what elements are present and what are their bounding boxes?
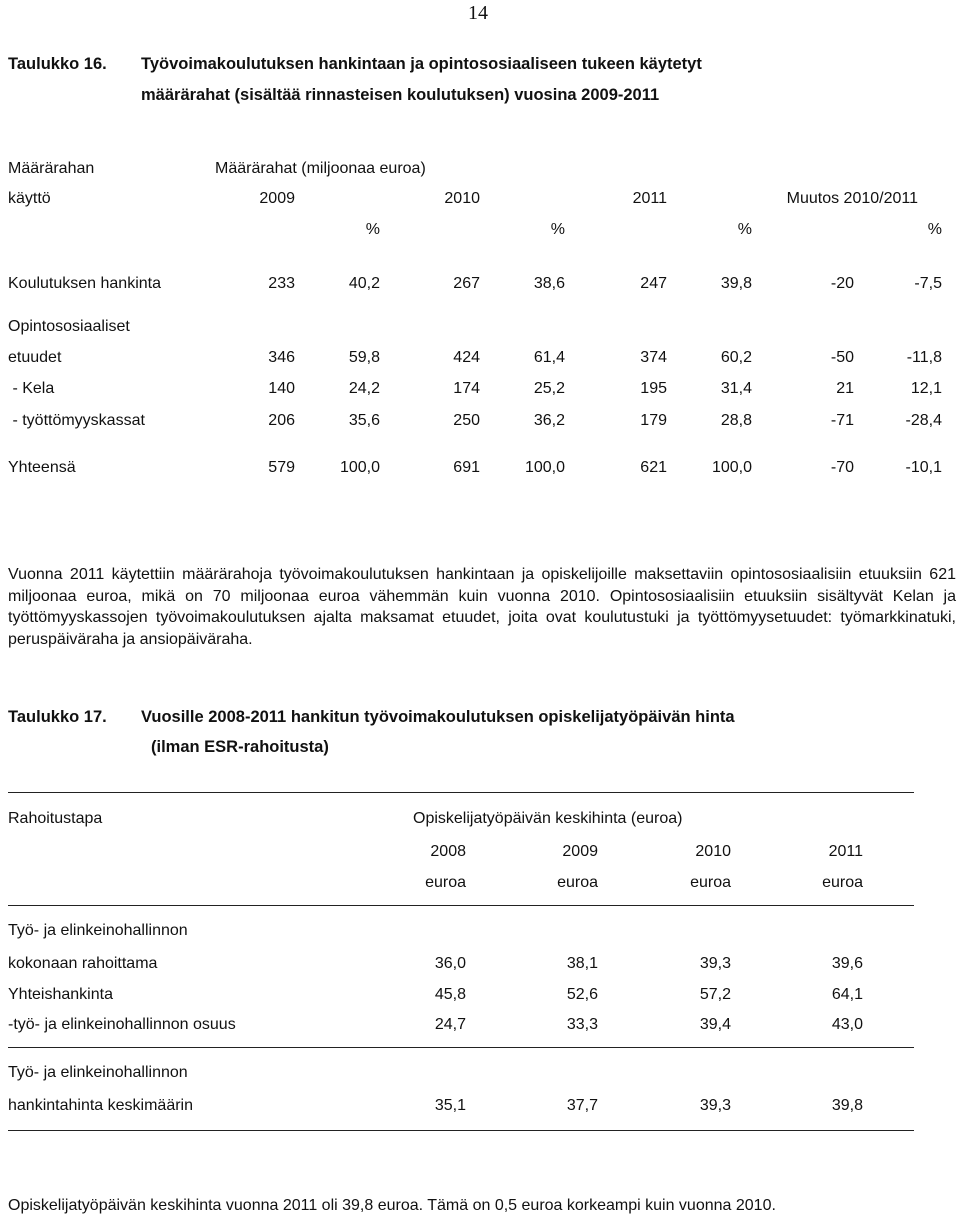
row-label: Yhteensä — [8, 459, 76, 476]
cell: 40,2 — [348, 275, 380, 292]
cell: 39,4 — [699, 1016, 731, 1033]
row-label: Koulutuksen hankinta — [8, 275, 161, 292]
table17-title-line1: Vuosille 2008-2011 hankitun työvoimakoulutuksen opiskelijatyöpäivän hinta — [141, 708, 735, 726]
table16-pct-2011: % — [737, 221, 752, 238]
cell: 179 — [640, 412, 667, 429]
table17-unit: euroa — [425, 874, 466, 891]
cell: 195 — [640, 380, 667, 397]
cell: 59,8 — [348, 349, 380, 366]
cell: 100,0 — [524, 459, 565, 476]
cell: -70 — [830, 459, 854, 476]
cell: 28,8 — [720, 412, 752, 429]
cell: 60,2 — [720, 349, 752, 366]
table17-unit: euroa — [690, 874, 731, 891]
cell: 25,2 — [533, 380, 565, 397]
cell: 61,4 — [533, 349, 565, 366]
cell: 38,6 — [533, 275, 565, 292]
table16-head-group: Määrärahat (miljoonaa euroa) — [215, 160, 426, 177]
cell: 579 — [268, 459, 295, 476]
row-label: - työttömyyskassat — [8, 412, 145, 429]
table16-pct-2010: % — [550, 221, 565, 238]
cell: 24,2 — [348, 380, 380, 397]
table16-year-2009: 2009 — [259, 190, 295, 207]
row-label: -työ- ja elinkeinohallinnon osuus — [8, 1016, 236, 1033]
table16-label: Taulukko 16. — [8, 55, 107, 73]
cell: 691 — [453, 459, 480, 476]
cell: 424 — [453, 349, 480, 366]
table16-pct-2009: % — [365, 221, 380, 238]
cell: 39,8 — [720, 275, 752, 292]
table17-label: Taulukko 17. — [8, 708, 107, 726]
cell: 100,0 — [339, 459, 380, 476]
cell: 64,1 — [831, 986, 863, 1003]
table16-change-header: Muutos 2010/2011 — [786, 190, 918, 207]
cell: 39,8 — [831, 1097, 863, 1114]
cell: 39,6 — [831, 955, 863, 972]
table16-year-2010: 2010 — [444, 190, 480, 207]
table17-unit: euroa — [822, 874, 863, 891]
cell: 250 — [453, 412, 480, 429]
table17-top-rule — [8, 792, 914, 793]
cell: -20 — [830, 275, 854, 292]
table17-mid-rule — [8, 1047, 914, 1048]
table17-year-2011: 2011 — [828, 843, 863, 860]
table16-head-col1-line2: käyttö — [8, 190, 51, 207]
cell: 140 — [268, 380, 295, 397]
table17-bottom-rule — [8, 1130, 914, 1131]
page-number: 14 — [468, 2, 488, 24]
cell: 267 — [453, 275, 480, 292]
cell: -11,8 — [906, 349, 942, 366]
row-label: hankintahinta keskimäärin — [8, 1097, 193, 1114]
table17-head-col1: Rahoitustapa — [8, 810, 103, 827]
cell: 374 — [640, 349, 667, 366]
cell: -71 — [830, 412, 854, 429]
cell: 621 — [640, 459, 667, 476]
table16-title-line1: Työvoimakoulutuksen hankintaan ja opintososiaaliseen tukeen käytetyt — [141, 55, 702, 73]
row-label: Yhteishankinta — [8, 986, 113, 1003]
cell: 39,3 — [699, 1097, 731, 1114]
cell: 33,3 — [566, 1016, 598, 1033]
cell: 12,1 — [910, 380, 942, 397]
row-label: Työ- ja elinkeinohallinnon — [8, 922, 188, 939]
cell: 233 — [268, 275, 295, 292]
table17-year-2008: 2008 — [430, 843, 466, 860]
cell: -50 — [830, 349, 854, 366]
table16-pct-change: % — [927, 221, 942, 238]
cell: 346 — [268, 349, 295, 366]
cell: 37,7 — [566, 1097, 598, 1114]
table16-head-col1-line1: Määrärahan — [8, 160, 95, 177]
cell: 100,0 — [711, 459, 752, 476]
row-label: kokonaan rahoittama — [8, 955, 158, 972]
body-paragraph-footer: Opiskelijatyöpäivän keskihinta vuonna 2011 oli 39,8 euroa. Tämä on 0,5 euroa korkeampi kuin vuonna 2010. — [8, 1197, 776, 1214]
table17-year-2009: 2009 — [562, 843, 598, 860]
cell: -10,1 — [905, 459, 942, 476]
cell: 57,2 — [699, 986, 731, 1003]
cell: 24,7 — [434, 1016, 466, 1033]
table17-head-group: Opiskelijatyöpäivän keskihinta (euroa) — [413, 810, 683, 827]
cell: 38,1 — [566, 955, 598, 972]
cell: 174 — [453, 380, 480, 397]
cell: 31,4 — [720, 380, 752, 397]
row-label: etuudet — [8, 349, 62, 366]
cell: 35,6 — [348, 412, 380, 429]
cell: 21 — [836, 380, 854, 397]
cell: 43,0 — [831, 1016, 863, 1033]
table17-title-line2: (ilman ESR-rahoitusta) — [151, 738, 329, 756]
cell: 39,3 — [699, 955, 731, 972]
cell: 35,1 — [434, 1097, 466, 1114]
table17-unit: euroa — [557, 874, 598, 891]
table17-header-rule — [8, 905, 914, 906]
cell: 36,0 — [434, 955, 466, 972]
cell: 45,8 — [434, 986, 466, 1003]
cell: 206 — [268, 412, 295, 429]
row-label: - Kela — [8, 380, 55, 397]
row-label: Opintososiaaliset — [8, 318, 130, 335]
row-label: Työ- ja elinkeinohallinnon — [8, 1064, 188, 1081]
cell: 247 — [640, 275, 667, 292]
table17-year-2010: 2010 — [695, 843, 731, 860]
cell: 52,6 — [566, 986, 598, 1003]
body-paragraph: Vuonna 2011 käytettiin määrärahoja työvoimakoulutuksen hankintaan ja opiskelijoille maksettaviin opintososiaalisiin etuuksiin 621 miljoonaa euroa, mikä on 70 miljoonaa euroa vähemmän kuin vuonna 2010. Opintososiaalisiin etuuksiin sisältyvät Kelan ja työttömyyskassojen työvoimakoulutuksen ajalta maksamat etuudet, joita ovat koulutustuki ja työttömyysetuudet: työmarkkinatuki, peruspäiväraha ja ansiopäiväraha. — [8, 566, 956, 648]
cell: -28,4 — [905, 412, 942, 429]
cell: 36,2 — [533, 412, 565, 429]
cell: -7,5 — [914, 275, 942, 292]
table16-title-line2: määrärahat (sisältää rinnasteisen koulutuksen) vuosina 2009-2011 — [141, 86, 660, 104]
table16-year-2011: 2011 — [632, 190, 667, 207]
